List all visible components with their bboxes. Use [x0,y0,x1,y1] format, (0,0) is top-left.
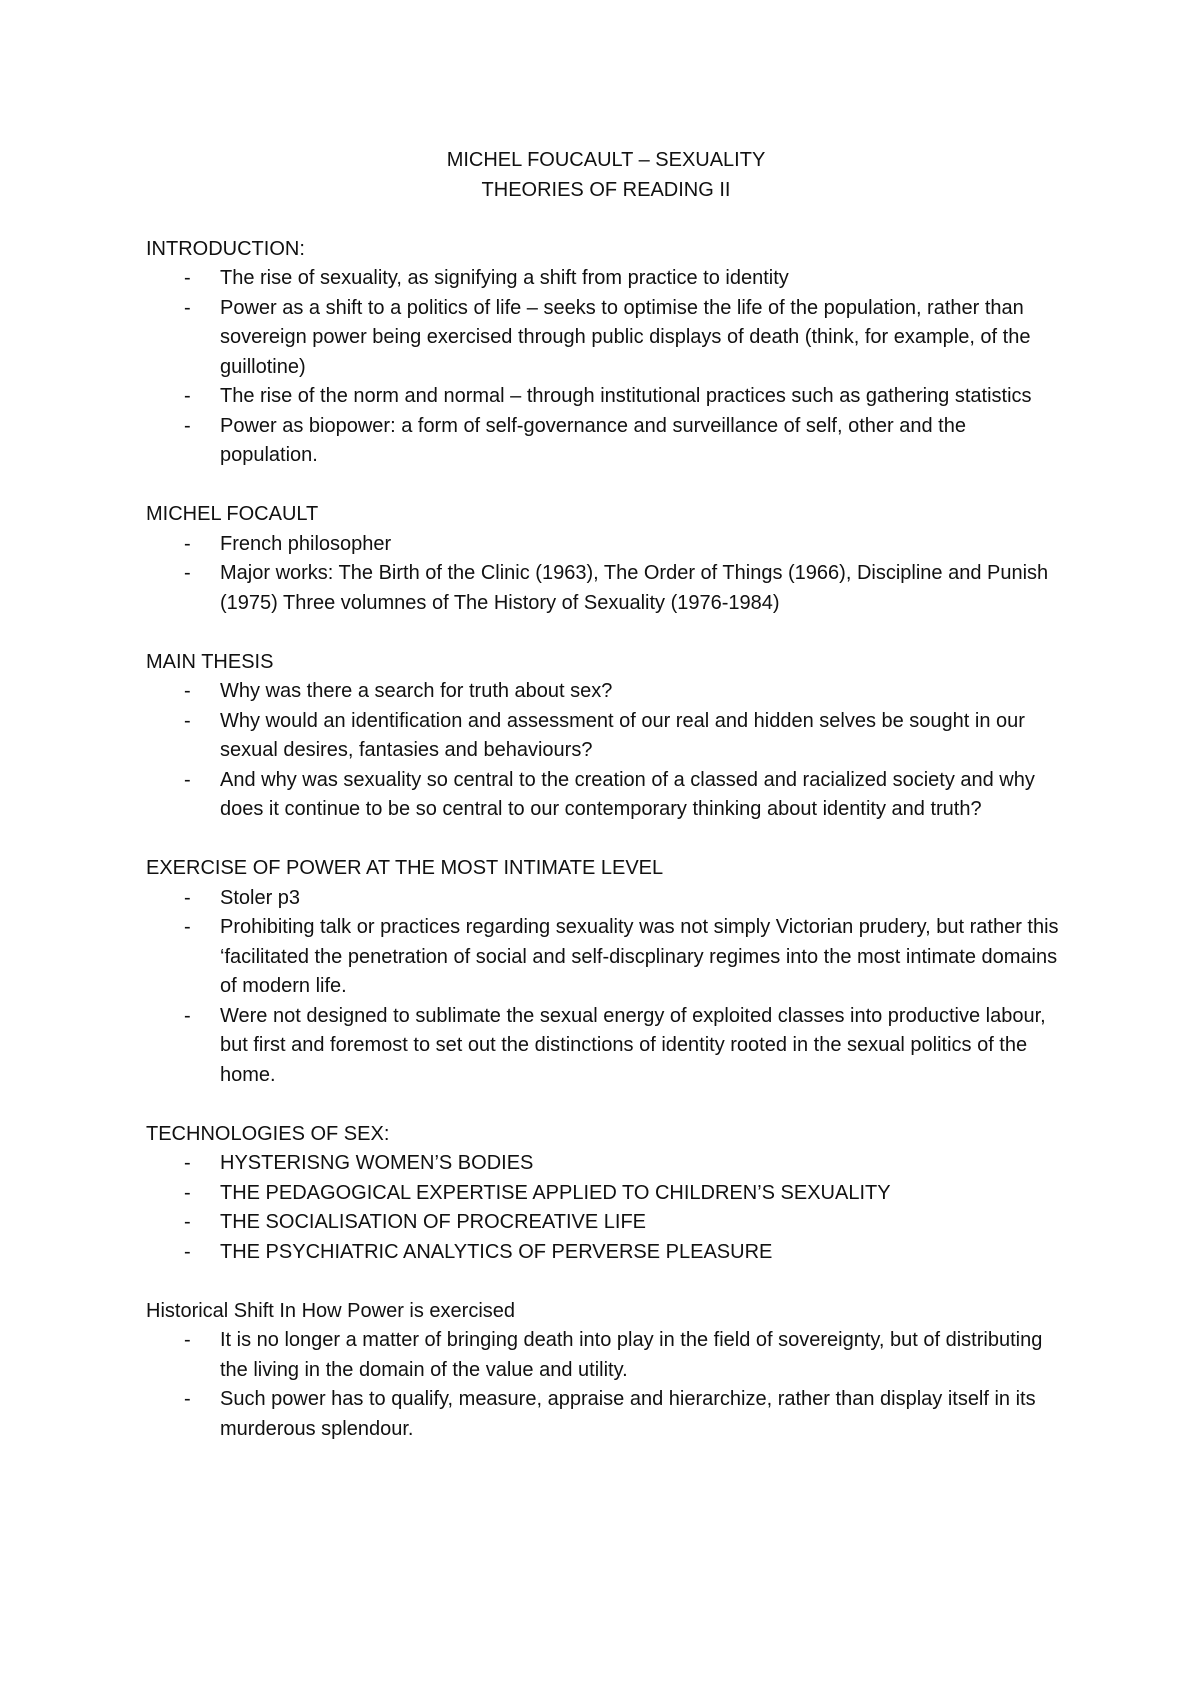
section-heading: TECHNOLOGIES OF SEX: [146,1122,390,1145]
bullet-list [146,1149,1066,1267]
list-item [146,412,1066,471]
bullet-dash: - [184,1388,191,1410]
title-line-2: THEORIES OF READING II [481,178,731,201]
bullet-dash: - [184,414,191,437]
list-item [146,1326,1066,1385]
list-item-text: HYSTERISNG WOMEN’S BODIES [220,1152,534,1174]
list-item-text: THE SOCIALISATION OF PROCREATIVE LIFE [220,1211,646,1233]
bullet-list [146,884,1066,1091]
bullet-dash: - [184,385,191,407]
bullet-dash: - [184,886,191,909]
list-item [146,530,1066,560]
bullet-dash: - [184,562,191,584]
section-heading: MICHEL FOCAULT [146,503,319,525]
section-heading: Historical Shift In How Power is exercised [146,1299,516,1322]
list-item-text: Prohibiting talk or practices regarding sexuality was not simply Victorian prudery, but rather this ‘facilitated the penetration of social and self-discplinary regimes into the most intimate domains of modern life. [220,916,1059,997]
list-item-text: Major works: The Birth of the Clinic (1963), The Order of Things (1966), Discipline and Punish (1975) Three volumnes of The History of Sexuality (1976-1984) [220,562,1049,614]
bullet-list [146,530,1066,619]
list-item [146,766,1066,825]
section-heading: MAIN THESIS [146,650,274,673]
bullet-list [146,677,1066,825]
list-item [146,559,1066,618]
list-item [146,1385,1066,1444]
section-heading: EXERCISE OF POWER AT THE MOST INTIMATE LEVEL [146,857,664,879]
bullet-dash: - [184,916,191,938]
list-item [146,1002,1066,1091]
bullet-dash: - [184,709,191,732]
list-item-text: And why was sexuality so central to the creation of a classed and racialized society and why does it continue to be so central to our contemporary thinking about identity and truth? [220,768,1035,820]
list-item [146,264,1066,294]
bullet-dash: - [184,1181,191,1204]
list-item-text: Power as biopower: a form of self-governance and surveillance of self, other and the population. [220,414,966,466]
list-item [146,1179,1066,1209]
bullet-list [146,1326,1066,1444]
bullet-list [146,264,1066,471]
bullet-dash: - [184,1152,191,1174]
section-heading: INTRODUCTION: [146,237,305,260]
bullet-dash: - [184,532,191,555]
section-technologies-of-sex [146,1120,1066,1268]
list-item [146,294,1066,383]
bullet-dash: - [184,768,191,791]
bullet-dash: - [184,1004,191,1027]
list-item-text: Stoler p3 [220,886,301,909]
list-item-text: Why would an identification and assessment of our real and hidden selves be sought in our sexual desires, fantasies and behaviours? [220,709,1025,761]
list-item [146,382,1066,412]
section-main-thesis [146,648,1066,825]
bullet-dash: - [184,680,191,702]
section-michel-focault [146,500,1066,618]
list-item-text: The rise of the norm and normal – through institutional practices such as gathering statistics [220,385,1032,407]
list-item-text: THE PSYCHIATRIC ANALYTICS OF PERVERSE PLEASURE [220,1240,773,1263]
bullet-dash: - [184,1329,191,1351]
list-item-text: The rise of sexuality, as signifying a shift from practice to identity [220,267,789,289]
list-item [146,1208,1066,1238]
bullet-dash: - [184,1240,191,1263]
list-item [146,707,1066,766]
list-item-text: French philosopher [220,532,392,555]
list-item [146,913,1066,1002]
section-exercise-of-power [146,854,1066,1090]
list-item-text: Such power has to qualify, measure, appraise and hierarchize, rather than display itself in its murderous splendour. [220,1388,1036,1440]
section-introduction [146,235,1066,471]
document-page [146,146,1066,1444]
bullet-dash: - [184,267,191,289]
document-title [146,146,1066,205]
list-item [146,677,1066,707]
list-item-text: It is no longer a matter of bringing death into play in the field of sovereignty, but of distributing the living in the domain of the value and utility. [220,1329,1043,1381]
bullet-dash: - [184,296,191,319]
list-item-text: Were not designed to sublimate the sexual energy of exploited classes into productive labour, but first and foremost to set out the distinctions of identity rooted in the sexual politics of the home. [220,1004,1046,1086]
section-historical-shift [146,1297,1066,1445]
title-line-1: MICHEL FOUCAULT – SEXUALITY [446,149,766,171]
list-item-text: Power as a shift to a politics of life – seeks to optimise the life of the population, rather than sovereign power being exercised through public displays of death (think, for example, of the guillotine) [220,296,1031,378]
list-item [146,1149,1066,1179]
list-item [146,1238,1066,1268]
list-item [146,884,1066,914]
list-item-text: THE PEDAGOGICAL EXPERTISE APPLIED TO CHILDREN’S SEXUALITY [220,1181,891,1204]
list-item-text: Why was there a search for truth about sex? [220,680,613,702]
bullet-dash: - [184,1211,191,1233]
